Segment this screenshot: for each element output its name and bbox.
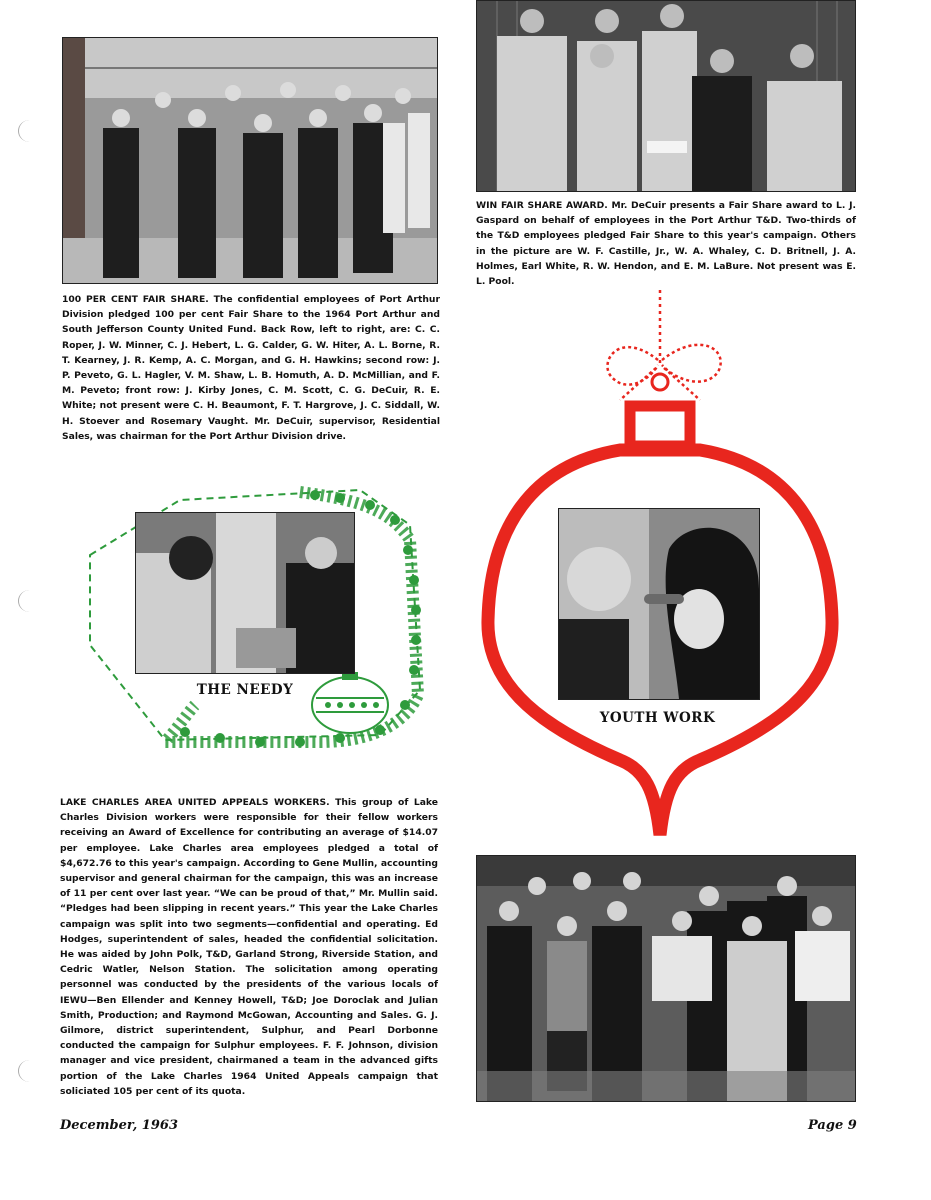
- caption-fair-share-body: The confidential employees of Port Arthur Division pledged 100 per cent Fair Share to the 1964 Port Arthur and South Jefferson County United Fund. Back Row, left to right, are: C. C. Roper, J. W. Minner, C. J. Hebert, L. G. Calder, G. W. Hiter, A. L. Borne, R. T. Kearney, J. R. Kemp, A. C. Morgan, and G. H. Hawkins; second row: J. P. Peveto, G. L. Hagler, V. M. Shaw, L. B. Homuth, A. D. McMillian, and F. M. Peveto; front row: J. Kirby Jones, C. M. Scott, C. G. DeCuir, R. E. White; not present were C. H. Beaumont, F. T. Hargrove, J. C. Siddall, W. H. Stoever and Rosemary Vaught. Mr. DeCuir, supervisor, Residential Sales, was chairman for the Port Arthur Division drive.: [62, 294, 440, 442]
- caption-lake-charles-body: This group of Lake Charles Division workers were responsible for their fellow workers receiving an Award of Excellence for contributing an average of $14.07 per employee. Lake Charles area employees pledged a total of $4,672.76 to this year's campaign. According to Gene Mullin, accounting supervisor and general chairman for the campaign, this was an increase of 11 per cent over last year. “We can be proud of that,” Mr. Mullin said. “Pledges had been slipping in recent years.” This year the Lake Charles campaign was split into two segments—confidential and operating. Ed Hodges, superintendent of sales, headed the confidential solicitation. He was aided by John Polk, T&D, Garland Strong, Riverside Station, and Cedric Watler, Nelson Station. The solicitation among operating personnel was conducted by the presidents of the various locals of IEWU—Ben Ellender and Kenney Howell, T&D; Joe Doroclak and Julian Smith, Production; and Raymond McGowan, Accounting and Sales. G. J. Gilmore, district superintendent, Sulphur, and Pearl Dorbonne conducted the campaign for Sulphur employees. F. F. Johnson, division manager and vice president, chairmaned a team in the advanced gifts portion of the Lake Charles 1964 United Appeals campaign that soliciated 105 per cent of its quota.: [60, 797, 439, 1097]
- footer-date: December, 1963: [60, 1118, 178, 1133]
- caption-award-lead: WIN FAIR SHARE AWARD.: [476, 200, 608, 211]
- caption-award: [476, 198, 856, 289]
- photo-fair-share-award: [476, 0, 856, 192]
- caption-lake-charles-lead: LAKE CHARLES AREA UNITED APPEALS WORKERS.: [60, 797, 330, 808]
- footer-page-number: Page 9: [808, 1118, 857, 1133]
- photo-lake-charles-group: [476, 855, 856, 1102]
- bauble-icon: [312, 672, 388, 733]
- binder-hole-bottom: [18, 1060, 41, 1082]
- caption-award-body: Mr. DeCuir presents a Fair Share award to L. J. Gaspard on behalf of employees in the Port Arthur T&D. Two-thirds of the T&D employees pledged Fair Share to this year's campaign. Others in the picture are W. F. Castille, Jr., W. A. Whaley, C. D. Britnell, J. A. Holmes, Earl White, R. W. Hendon, and E. M. LaBure. Not present was E. L. Pool.: [476, 200, 856, 288]
- caption-fair-share-lead: 100 PER CENT FAIR SHARE.: [62, 294, 209, 305]
- youth-work-label: YOUTH WORK: [599, 710, 716, 726]
- needy-label: THE NEEDY: [196, 682, 294, 698]
- binder-hole-top: [18, 120, 41, 142]
- photo-youth-work: [558, 508, 760, 700]
- binder-hole-middle: [18, 590, 41, 612]
- photo-fair-share-group: [62, 37, 438, 284]
- photo-the-needy: [135, 512, 355, 674]
- caption-fair-share: [62, 292, 440, 444]
- caption-lake-charles: [60, 795, 438, 1099]
